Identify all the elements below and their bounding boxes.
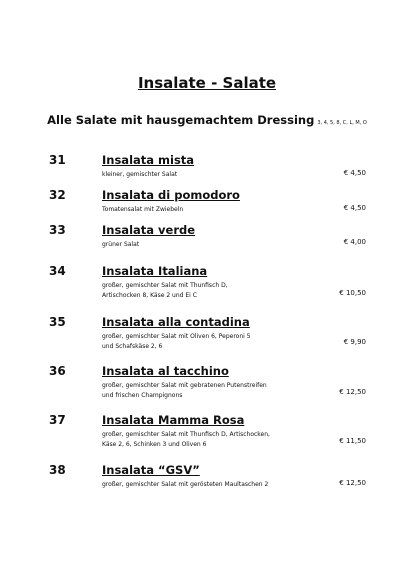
description-line: Artischocken 8, Käse 2 und Ei C bbox=[102, 292, 197, 299]
item-name: Insalata Mamma Rosa bbox=[102, 413, 245, 427]
allergen-codes: 3, 4, 5, 8, C, L, M, O bbox=[317, 120, 367, 126]
item-description bbox=[102, 240, 322, 250]
item-number: 33 bbox=[49, 223, 66, 237]
description-line: großer, gemischter Salat mit gebratenen Putenstreifen bbox=[102, 382, 267, 389]
item-price: € 4,50 bbox=[343, 169, 366, 177]
item-price: € 4,00 bbox=[343, 238, 366, 246]
item-name: Insalata verde bbox=[102, 223, 196, 237]
item-description bbox=[102, 381, 322, 401]
description-line: großer, gemischter Salat mit Thunfisch D, bbox=[102, 282, 228, 289]
item-name: Insalata alla contadina bbox=[102, 315, 250, 329]
item-description bbox=[102, 430, 322, 450]
item-price: € 12,50 bbox=[339, 388, 366, 396]
description-line: Tomatensalat mit Zwiebeln bbox=[102, 206, 184, 213]
description-line: grüner Salat bbox=[102, 241, 140, 248]
item-number: 36 bbox=[49, 364, 66, 378]
description-line: Käse 2, 6, Schinken 3 und Oliven 6 bbox=[102, 441, 207, 448]
page-title: Insalate - Salate bbox=[137, 74, 277, 92]
description-line: großer, gemischter Salat mit gerösteten Maultaschen 2 bbox=[102, 481, 269, 488]
item-price: € 11,50 bbox=[339, 437, 366, 445]
item-number: 32 bbox=[49, 188, 66, 202]
description-line: und Schafskäse 2, 6 bbox=[102, 343, 163, 350]
item-description bbox=[102, 480, 322, 490]
item-name: Insalata di pomodoro bbox=[102, 188, 240, 202]
description-line: und frischen Champignons bbox=[102, 392, 183, 399]
description-line: kleiner, gemischter Salat bbox=[102, 171, 178, 178]
item-number: 35 bbox=[49, 315, 66, 329]
item-description bbox=[102, 170, 322, 180]
item-description bbox=[102, 205, 322, 215]
page-subtitle bbox=[0, 113, 414, 127]
item-price: € 9,90 bbox=[343, 338, 366, 346]
item-name: Insalata mista bbox=[102, 153, 195, 167]
item-price: € 12,50 bbox=[339, 479, 366, 487]
subtitle-text: Alle Salate mit hausgemachtem Dressing bbox=[47, 113, 315, 127]
item-price: € 10,50 bbox=[339, 289, 366, 297]
item-price: € 4,50 bbox=[343, 204, 366, 212]
item-name: Insalata al tacchino bbox=[102, 364, 229, 378]
description-line: großer, gemischter Salat mit Thunfisch D, Artischocken, bbox=[102, 431, 270, 438]
description-line: großer, gemischter Salat mit Oliven 6, Peperoni 5 bbox=[102, 333, 251, 340]
item-name: Insalata Italiana bbox=[102, 264, 208, 278]
item-number: 37 bbox=[49, 413, 66, 427]
item-name: Insalata “GSV” bbox=[102, 463, 200, 477]
item-number: 34 bbox=[49, 264, 66, 278]
item-description bbox=[102, 332, 322, 352]
item-number: 31 bbox=[49, 153, 66, 167]
item-description bbox=[102, 281, 322, 301]
item-number: 38 bbox=[49, 463, 66, 477]
